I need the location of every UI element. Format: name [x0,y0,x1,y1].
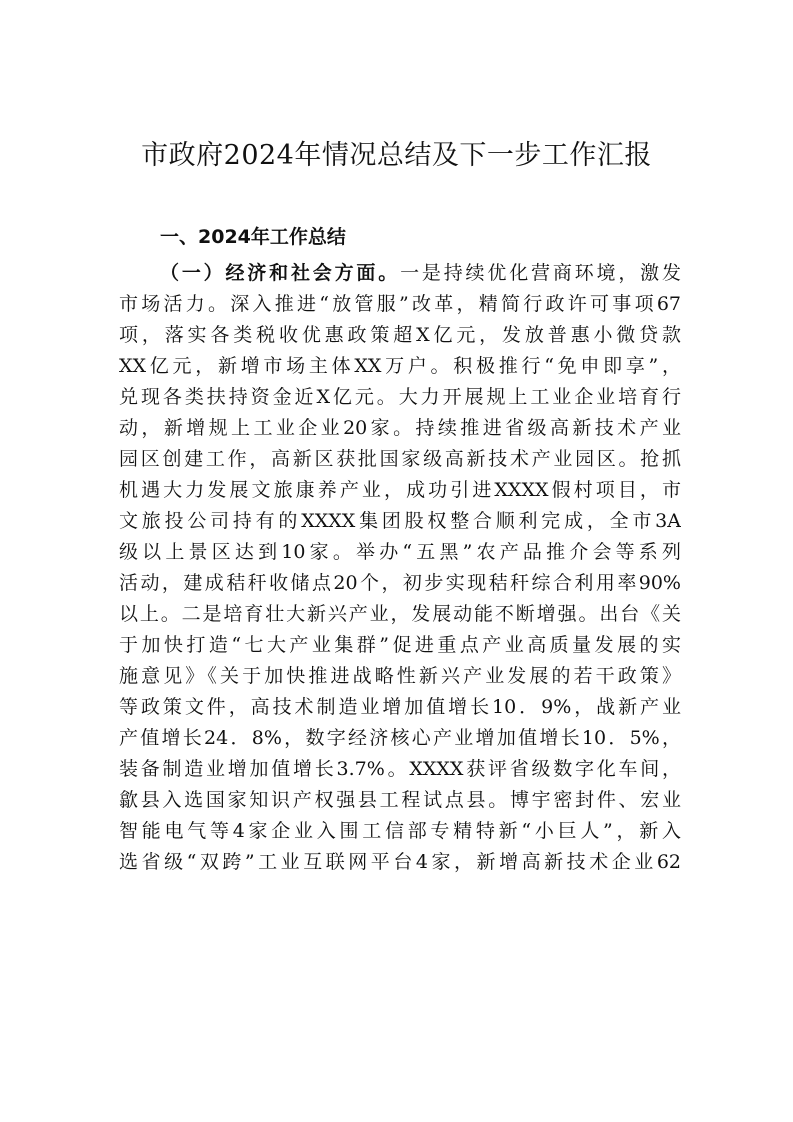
body-paragraph [119,258,681,878]
paragraph-line: 产值增长24．8%，数字经济核心产业增加值增长10．5%， [119,727,681,749]
paragraph-line: 动，新增规上工业企业20家。持续推进省级高新技术产业 [119,417,681,439]
paragraph-line: 园区创建工作，高新区获批国家级高新技术产业园区。抢抓 [119,448,681,470]
paragraph-line: 等政策文件，高技术制造业增加值增长10．9%，战新产业 [119,696,681,718]
paragraph-line: 选省级“双跨”工业互联网平台4家，新增高新技术企业62 [119,851,681,873]
paragraph-line: 文旅投公司持有的XXXX集团股权整合顺利完成，全市3A [119,510,681,532]
paragraph-line: 级以上景区达到10家。举办“五黑”农产品推介会等系列 [119,541,681,563]
paragraph-line: 于加快打造“七大产业集群”促进重点产业高质量发展的实 [119,634,681,656]
paragraph-line: 兑现各类扶持资金近X亿元。大力开展规上工业企业培育行 [119,386,681,408]
paragraph-line: 歙县入选国家知识产权强县工程试点县。博宇密封件、宏业 [119,789,681,811]
paragraph-line: 市场活力。深入推进“放管服”改革，精简行政许可事项67 [119,293,681,315]
paragraph-lead: （一）经济和社会方面。 [160,262,401,284]
section-heading: 一、2024年工作总结 [160,226,346,248]
paragraph-line-text: 一是持续优化营商环境，激发 [400,262,681,284]
paragraph-line [119,258,681,289]
paragraph-line: 装备制造业增加值增长3.7%。XXXX获评省级数字化车间， [119,758,681,780]
paragraph-line: 机遇大力发展文旅康养产业，成功引进XXXX假村项目，市 [119,479,681,501]
paragraph-line: 项，落实各类税收优惠政策超X亿元，发放普惠小微贷款 [119,324,681,346]
document-title: 市政府2024年情况总结及下一步工作汇报 [141,140,652,171]
paragraph-line: 施意见》《关于加快推进战略性新兴产业发展的若干政策》 [119,665,681,687]
paragraph-line: 以上。二是培育壮大新兴产业，发展动能不断增强。出台《关 [119,603,681,625]
paragraph-line: 活动，建成秸秆收储点20个，初步实现秸秆综合利用率90% [119,572,681,594]
paragraph-line: 智能电气等4家企业入围工信部专精特新“小巨人”，新入 [119,820,681,842]
paragraph-line: XX亿元，新增市场主体XX万户。积极推行“免申即享”， [119,355,681,377]
